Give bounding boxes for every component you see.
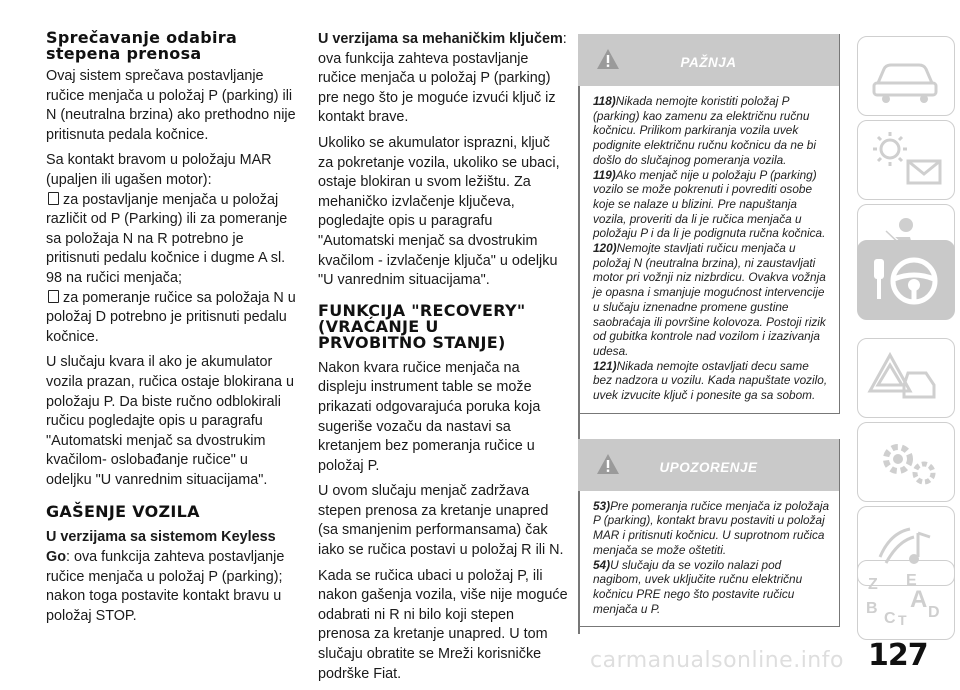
notice-box-body	[578, 491, 839, 627]
tab-emergency[interactable]	[857, 338, 955, 418]
index-icon	[864, 567, 950, 633]
bullet-item	[46, 289, 296, 348]
note-number: 54)	[593, 557, 611, 572]
note-number: 121)	[593, 358, 617, 373]
note-item	[593, 359, 831, 403]
note-text: Nemojte stavljati ručicu menjača u položaj N (neutralna brzina), ni zaustavljati motor pri vožnji niz nizbrdicu. Ovakva vožnja je opasna i smanjuje mogućnost intervencije u slučaju iznenadne promene gustine saobraćaja ili površine kolovoza. Postoji rizik od gubitka kontrole nad vozilom i izazivanja udesa.	[593, 241, 826, 358]
notice-box-title: UPOZORENJE	[659, 459, 758, 475]
column-1	[46, 30, 296, 632]
bold-lead: U verzijama sa mehaničkim ključem	[318, 31, 563, 47]
paragraph: Ukoliko se akumulator isprazni, ključ za pokretanje vozila, ukoliko se ubaci, ostaje blokiran u svom ležištu. Za mehaničko izvlačenje ključeva, pogledajte opis u paragrafu "Automatski menjač sa dvostrukim kvačilom - izvlačenje ključa" u odeljku "U vanrednim situacijama".	[318, 134, 560, 289]
note-text: Ako menjač nije u položaju P (parking) vozilo se može pokrenuti i povrediti osobe koje se nalaze u blizini. Pre napuštanja vozila, proveriti da li je ručica menjača u položaju P i da li je podignuta ručna kočnica.	[593, 167, 826, 241]
watermark: carmanualsonline.info	[590, 648, 844, 673]
page-number: 127	[868, 638, 928, 673]
caution-box	[578, 34, 840, 414]
paragraph	[318, 30, 568, 128]
tab-car-info[interactable]	[857, 36, 955, 116]
section-heading-engine-off: GAŠENJE VOZILA	[46, 502, 200, 522]
note-item	[593, 94, 831, 168]
paragraph-text: : ova funkcija zahteva postavljanje ručice menjača u položaj P (parking) pre nego što je moguće izvući ključ iz kontakt brave.	[318, 31, 567, 126]
note-number: 118)	[593, 94, 616, 108]
paragraph: Nakon kvara ručice menjača na displeju instrument table se može prikazati odgovarajuća poruka koja sugeriše vozaču da nastavi sa kretanjem bez pomeranja ručice u položaj P.	[318, 359, 541, 474]
paragraph: Sa kontakt bravom u položaju MAR (upaljen ili ugašen motor):	[46, 152, 272, 188]
caution-box-body	[578, 86, 839, 413]
key-steering-icon	[864, 247, 950, 313]
note-text: Nikada nemojte ostavljati decu same bez nadzora u vozilu. Kada napuštate vozilo, uvek izvucite ključ i ponesite ga sa sobom.	[593, 358, 828, 403]
note-item	[593, 168, 831, 242]
tools-icon	[864, 429, 950, 495]
bullet-text: za postavljanje menjača u položaj različit od P (Parking) ili za pomeranje sa položaja N na R potrebno je pritisnuti pedalu kočnice i dugme A sl. 98 na ručici menjača;	[46, 191, 288, 286]
paragraph-text: : ova funkcija zahteva postavljanje ručice menjača u položaj P (parking); nakon toga postavite kontakt bravu u položaj STOP.	[46, 549, 285, 624]
notice-box	[578, 439, 840, 628]
note-number: 119)	[593, 167, 616, 182]
note-number: 120)	[593, 241, 617, 256]
paragraph: U ovom slučaju menjač zadržava stepen prenosa za kretanje unapred (sa smanjenim performansama) čak iako se ručica postavi u položaj R ili N.	[318, 483, 564, 559]
tab-index[interactable]	[857, 560, 955, 640]
note-text: Nikada nemojte koristiti položaj P (parking) kao zamenu za električnu ručnu kočnicu. Prilikom parkiranja vozila uvek podignite električnu ručnu kočnicu da ne bi došlo do slučajnog pomeranja vozila.	[593, 94, 816, 167]
car-info-icon	[864, 43, 950, 109]
caution-box-header	[578, 34, 839, 86]
tab-warning-lights[interactable]	[857, 120, 955, 200]
heading-line: stepena prenosa	[46, 44, 202, 63]
index-letter: E	[906, 572, 917, 589]
paragraph: Kada se ručica ubaci u položaj P, ili nakon gašenja vozila, više nije moguće odabrati ni R ni bilo koji stepen prenosa za kretanje unapred. U tom slučaju obratite se Mreži korisničke podrške Fiat.	[318, 567, 568, 682]
note-text: Pre pomeranja ručice menjača iz položaja P (parking), kontakt bravu postaviti u položaj MAR i pritisnuti kočnicu. U suprotnom ručica menjača se može oštetiti.	[593, 498, 830, 557]
paragraph: Ovaj sistem sprečava postavljanje ručice menjača u položaj P (parking) ili N (neutralna brzina) ako prethodno nije pritisnuta pedala kočnice.	[46, 68, 296, 143]
warning-light-icon	[864, 127, 950, 193]
paragraph: U slučaju kvara il ako je akumulator vozila prazan, ručica ostaje blokirana u položaju P. Da biste ručno odblokirali ručicu pogledajte opis u paragrafu "Automatski menjač sa dvostrukim kvačilom- oslobađanje ručice" u odeljku "U vanrednim situacijama".	[46, 354, 294, 488]
column-2	[318, 30, 568, 690]
notice-box-header	[578, 439, 839, 491]
section-heading-gear-lock	[46, 30, 296, 62]
note-item	[593, 499, 831, 558]
heading-line: PRVOBITNO STANJE)	[318, 332, 506, 352]
index-letter: C	[884, 610, 896, 627]
note-text: U slučaju da se vozilo nalazi pod nagibom, uvek uključite ručnu električnu kočnicu PRE nego što postavite ručicu menjača u P.	[593, 557, 803, 616]
column-3	[578, 34, 840, 652]
tab-maintenance[interactable]	[857, 422, 955, 502]
bullet-marker-icon	[48, 290, 59, 303]
index-letter: B	[866, 600, 878, 617]
heading-line: Sprečavanje odabira	[46, 28, 238, 47]
bullet-marker-icon	[48, 192, 59, 205]
note-item	[593, 241, 831, 359]
index-letter: D	[928, 604, 940, 621]
index-letter: Z	[868, 576, 878, 593]
bullet-item	[46, 191, 296, 289]
index-letter: A	[910, 586, 928, 613]
index-letter: T	[898, 612, 907, 628]
bullet-text: za pomeranje ručice sa položaja N u položaj D potrebno je pritisnuti pedalu kočnice.	[46, 289, 296, 345]
caution-box-title: PAŽNJA	[680, 55, 737, 70]
section-heading-recovery	[318, 300, 568, 352]
hazard-triangle-icon	[864, 345, 950, 411]
heading-line: FUNKCIJA "RECOVERY"	[318, 300, 526, 320]
tab-starting-driving[interactable]	[857, 240, 955, 320]
bold-lead: U verzijama sa sistemom Keyless Go	[46, 529, 276, 566]
note-number: 53)	[593, 498, 611, 513]
heading-line: (VRAĆANJE U	[318, 316, 439, 336]
paragraph	[46, 528, 296, 626]
note-item	[593, 558, 831, 617]
